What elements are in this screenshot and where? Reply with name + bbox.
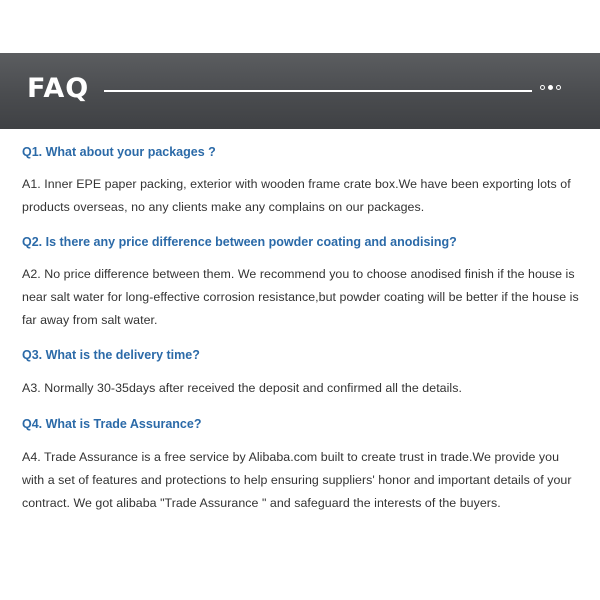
banner-title: FAQ — [27, 73, 90, 104]
question-3: Q3. What is the delivery time? — [22, 348, 200, 362]
carousel-dots — [540, 81, 561, 93]
question-4: Q4. What is Trade Assurance? — [22, 417, 202, 431]
faq-banner — [0, 53, 600, 129]
banner-divider-line — [104, 90, 532, 92]
answer-3: A3. Normally 30-35days after received the deposit and confirmed all the details. — [22, 381, 462, 395]
answer-1: A1. Inner EPE paper packing, exterior with wooden frame crate box.We have been exporting lots of products overseas, no any clients make any complains on our packages. — [22, 177, 571, 214]
question-1: Q1. What about your packages ? — [22, 145, 216, 159]
answer-4: A4. Trade Assurance is a free service by Alibaba.com built to create trust in trade.We provide you with a set of features and protections to help ensuring suppliers' honor and important details of your contract. We got alibaba "Trade Assurance " and safeguard the interests of the buyers. — [22, 450, 572, 510]
carousel-dot-1[interactable] — [540, 85, 545, 90]
carousel-dot-3[interactable] — [556, 85, 561, 90]
question-2: Q2. Is there any price difference between powder coating and anodising? — [22, 235, 457, 249]
answer-2: A2. No price difference between them. We recommend you to choose anodised finish if the house is near salt water for long-effective corrosion resistance,but powder coating will be better if the house is far away from salt water. — [22, 267, 579, 327]
carousel-dot-2[interactable] — [548, 85, 553, 90]
